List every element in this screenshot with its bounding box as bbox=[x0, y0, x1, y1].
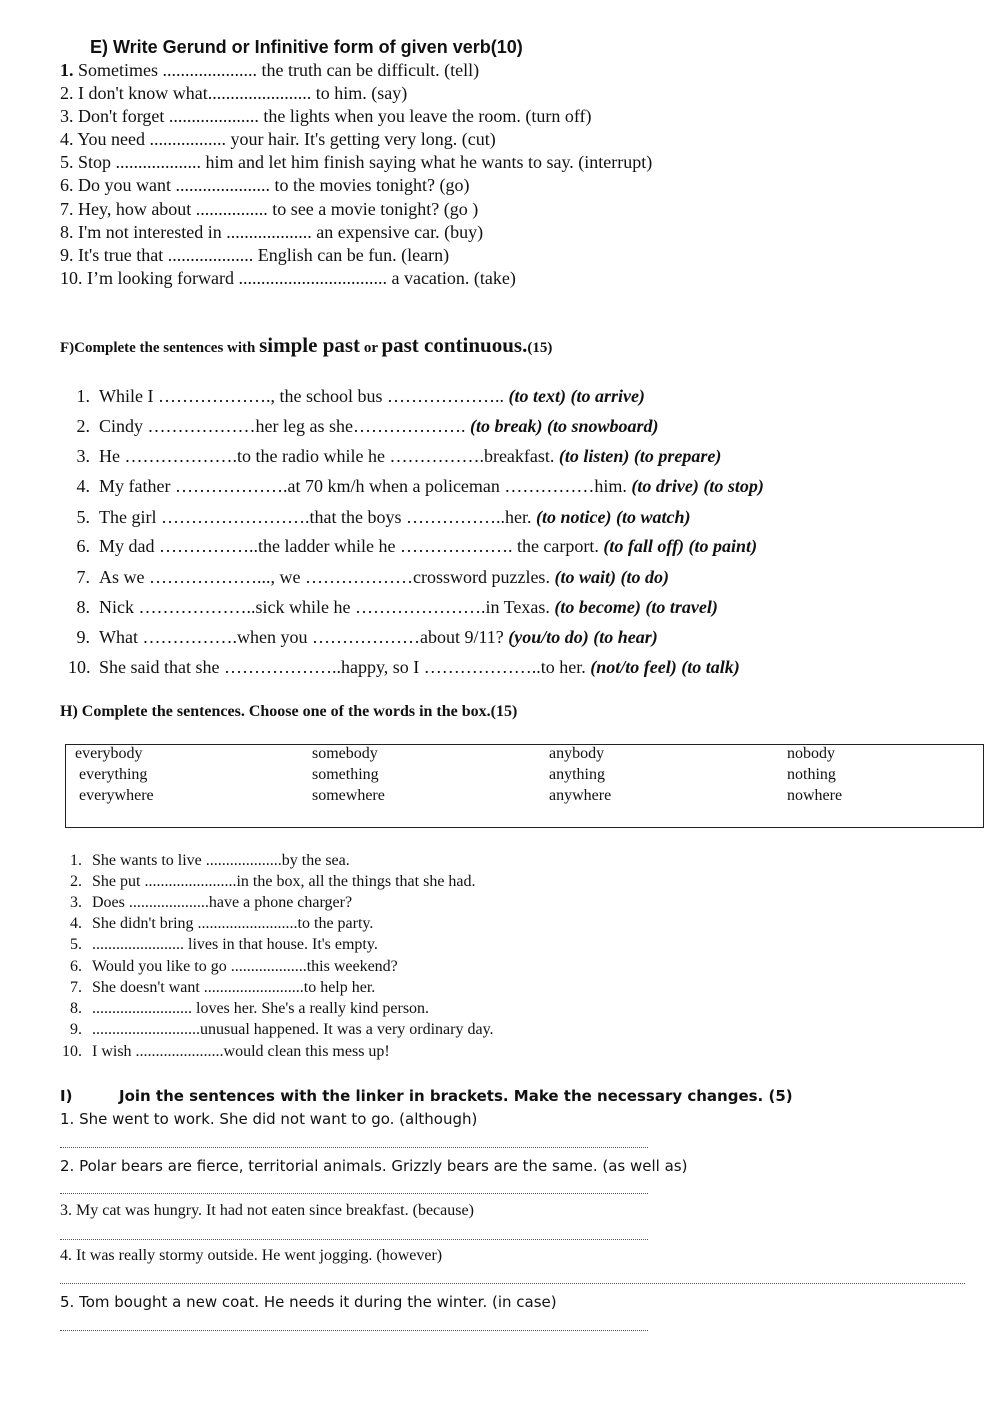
gerund-item bbox=[60, 222, 483, 243]
item-number: 7. bbox=[76, 567, 90, 587]
item-number: 2. bbox=[70, 873, 82, 890]
answer-line[interactable] bbox=[60, 1145, 648, 1148]
item-number: 10. bbox=[62, 1043, 82, 1060]
past-tense-item: My dad ……………..the ladder while he ………………. the carport. (to fall off) (to paint) bbox=[99, 536, 758, 556]
gerund-item bbox=[60, 60, 479, 81]
item-number: 2. bbox=[76, 416, 90, 436]
item-number: 4. bbox=[60, 129, 74, 149]
past-tense-item: As we ………………..., we ………………crossword puzzles. (to wait) (to do) bbox=[99, 567, 669, 587]
item-number: 6. bbox=[76, 536, 90, 556]
verb-cue: (to text) (to arrive) bbox=[508, 386, 645, 406]
item-text: I don't know what....................... to him. (say) bbox=[73, 83, 408, 103]
item-number: 3. bbox=[70, 894, 82, 911]
item-number: 10. bbox=[60, 268, 83, 288]
section-i-label: I) bbox=[60, 1087, 73, 1105]
gerund-item bbox=[60, 152, 652, 173]
verb-cue: (to wait) (to do) bbox=[554, 567, 669, 587]
verb-cue: (to drive) (to stop) bbox=[631, 476, 764, 496]
item-text: Stop ................... him and let him finish saying what he wants to say. (interrupt) bbox=[73, 152, 653, 172]
gerund-item bbox=[60, 175, 469, 196]
pronoun-item: ......................... loves her. She's a really kind person. bbox=[92, 1000, 430, 1017]
gerund-item bbox=[60, 199, 478, 220]
verb-cue: (to notice) (to watch) bbox=[535, 507, 691, 527]
item-number: 4. bbox=[70, 915, 82, 932]
pronoun-item: She wants to live ...................by the sea. bbox=[92, 852, 350, 869]
item-number: 8. bbox=[76, 597, 90, 617]
past-tense-item: Cindy ………………her leg as she………………. (to break) (to snowboard) bbox=[99, 416, 659, 436]
box-word: nowhere bbox=[787, 787, 843, 804]
item-number: 6. bbox=[60, 175, 74, 195]
item-number: 8. bbox=[70, 1000, 82, 1017]
box-word: everything bbox=[79, 766, 148, 783]
item-text: Don't forget .................... the lights when you leave the room. (turn off) bbox=[73, 106, 592, 126]
answer-line[interactable] bbox=[60, 1281, 965, 1284]
gerund-item bbox=[60, 106, 591, 127]
past-tense-item: What …………….when you ………………about 9/11? (you/to do) (to hear) bbox=[99, 627, 658, 647]
item-number: 5. bbox=[70, 936, 82, 953]
verb-cue: (to break) (to snowboard) bbox=[469, 416, 659, 436]
join-sentence-item: 4. It was really stormy outside. He went jogging. (however) bbox=[60, 1247, 443, 1264]
join-sentence-item: 1. She went to work. She did not want to go. (although) bbox=[60, 1110, 478, 1128]
answer-line[interactable] bbox=[60, 1328, 648, 1331]
answer-line[interactable] bbox=[60, 1237, 648, 1240]
pronoun-item: Would you like to go ...................this weekend? bbox=[92, 958, 398, 975]
section-h-title: H) Complete the sentences. Choose one of the words in the box.(15) bbox=[60, 703, 518, 720]
verb-cue: (you/to do) (to hear) bbox=[508, 627, 658, 647]
verb-cue: (to listen) (to prepare) bbox=[558, 446, 722, 466]
past-tense-item: The girl …………………….that the boys ……………..her. (to notice) (to watch) bbox=[99, 507, 691, 527]
item-number: 5. bbox=[76, 507, 90, 527]
gerund-item bbox=[60, 245, 449, 266]
item-number: 9. bbox=[60, 245, 74, 265]
item-number: 8. bbox=[60, 222, 74, 242]
pronoun-item: ....................... lives in that house. It's empty. bbox=[92, 936, 378, 953]
pronoun-item: Does ....................have a phone charger? bbox=[92, 894, 353, 911]
section-e-title: E) Write Gerund or Infinitive form of given verb(10) bbox=[90, 37, 523, 57]
past-tense-item: He ……………….to the radio while he …………….breakfast. (to listen) (to prepare) bbox=[99, 446, 722, 466]
item-text: Hey, how about ................ to see a movie tonight? (go ) bbox=[73, 199, 479, 219]
box-word: everybody bbox=[75, 745, 143, 762]
box-word: anybody bbox=[549, 745, 605, 762]
box-word: nobody bbox=[787, 745, 835, 762]
join-sentence-item: 5. Tom bought a new coat. He needs it during the winter. (in case) bbox=[60, 1293, 557, 1311]
item-number: 1. bbox=[70, 852, 82, 869]
item-number: 3. bbox=[76, 446, 90, 466]
pronoun-item: She didn't bring .........................to the party. bbox=[92, 915, 374, 932]
box-word: anywhere bbox=[549, 787, 612, 804]
pronoun-item: ...........................unusual happened. It was a very ordinary day. bbox=[92, 1021, 494, 1038]
item-number: 2. bbox=[60, 83, 74, 103]
pronoun-item: I wish ......................would clean this mess up! bbox=[92, 1043, 390, 1060]
item-number: 7. bbox=[60, 199, 74, 219]
past-tense-item: My father ……………….at 70 km/h when a policeman ……………him. (to drive) (to stop) bbox=[99, 476, 764, 496]
verb-cue: (to become) (to travel) bbox=[554, 597, 718, 617]
item-number: 6. bbox=[70, 958, 82, 975]
answer-line[interactable] bbox=[60, 1191, 648, 1194]
item-number: 9. bbox=[76, 627, 90, 647]
box-word: nothing bbox=[787, 766, 836, 783]
section-f-title: F)Complete the sentences with simple past or past continuous.(15) bbox=[60, 333, 553, 357]
item-text: It's true that ................... English can be fun. (learn) bbox=[73, 245, 450, 265]
verb-cue: (to fall off) (to paint) bbox=[603, 536, 758, 556]
item-number: 10. bbox=[68, 657, 91, 677]
past-tense-item: She said that she ………………..happy, so I ………………..to her. (not/to feel) (to talk) bbox=[99, 657, 740, 677]
pronoun-item: She put .......................in the box, all the things that she had. bbox=[92, 873, 476, 890]
past-tense-item: Nick ………………..sick while he ………………….in Texas. (to become) (to travel) bbox=[99, 597, 718, 617]
item-number: 5. bbox=[60, 152, 74, 172]
box-word: everywhere bbox=[79, 787, 154, 804]
join-sentence-item: 2. Polar bears are fierce, territorial animals. Grizzly bears are the same. (as well as) bbox=[60, 1157, 688, 1175]
gerund-item bbox=[60, 268, 516, 289]
gerund-item bbox=[60, 83, 407, 104]
pronoun-item: She doesn't want .........................to help her. bbox=[92, 979, 376, 996]
gerund-item bbox=[60, 129, 496, 150]
item-text: You need ................. your hair. It's getting very long. (cut) bbox=[73, 129, 496, 149]
section-i-title: Join the sentences with the linker in brackets. Make the necessary changes. (5) bbox=[119, 1087, 793, 1105]
join-sentence-item: 3. My cat was hungry. It had not eaten since breakfast. (because) bbox=[60, 1202, 474, 1219]
item-number: 1. bbox=[60, 60, 74, 80]
item-text: I’m looking forward ................................. a vacation. (take) bbox=[82, 268, 516, 288]
box-word: something bbox=[312, 766, 379, 783]
past-tense-item: While I ………………., the school bus ……………….. (to text) (to arrive) bbox=[99, 386, 645, 406]
item-number: 1. bbox=[76, 386, 90, 406]
item-number: 4. bbox=[76, 476, 90, 496]
word-box bbox=[65, 744, 984, 828]
item-number: 9. bbox=[70, 1021, 82, 1038]
box-word: somebody bbox=[312, 745, 378, 762]
item-text: Sometimes ..................... the truth can be difficult. (tell) bbox=[73, 60, 480, 80]
box-word: somewhere bbox=[312, 787, 385, 804]
item-number: 3. bbox=[60, 106, 74, 126]
item-number: 7. bbox=[70, 979, 82, 996]
box-word: anything bbox=[549, 766, 605, 783]
item-text: I'm not interested in ................... an expensive car. (buy) bbox=[73, 222, 484, 242]
item-text: Do you want ..................... to the movies tonight? (go) bbox=[73, 175, 470, 195]
verb-cue: (not/to feel) (to talk) bbox=[590, 657, 740, 677]
